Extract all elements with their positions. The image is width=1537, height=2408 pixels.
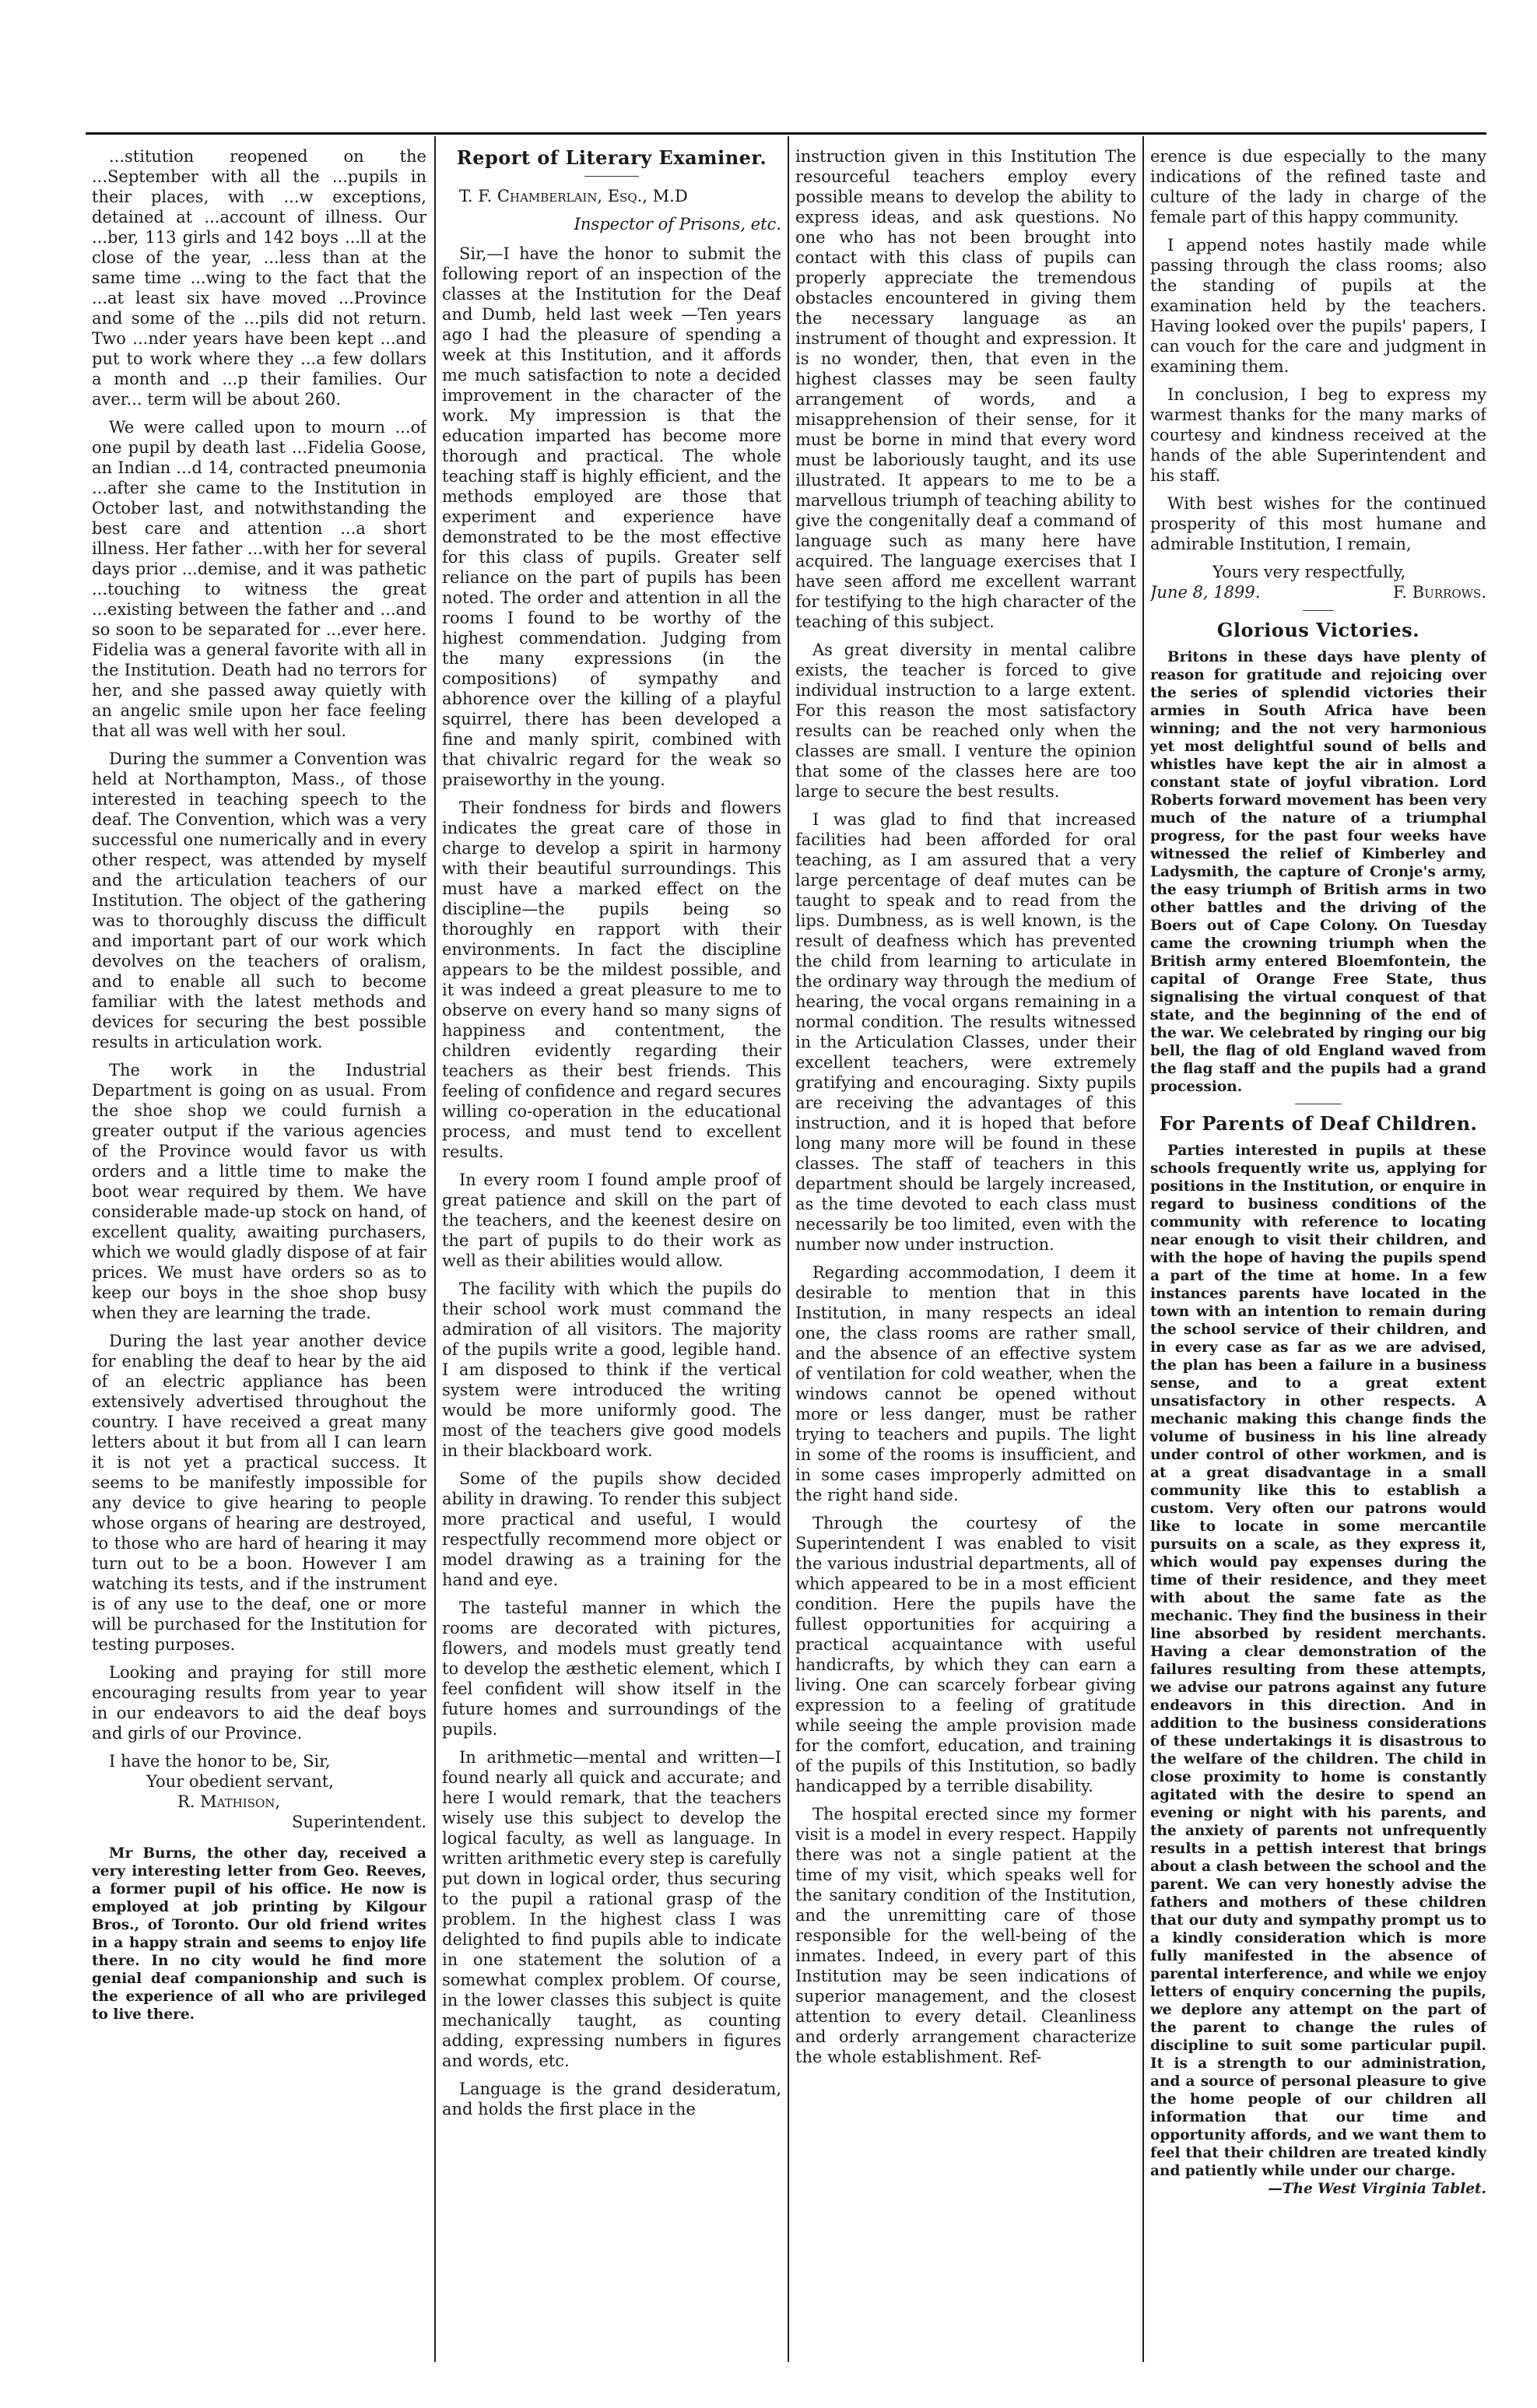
- paragraph: Looking and praying for still more encouraging results from year to year in our endeavors to aid the deaf boys and girls of our Province.: [92, 1663, 426, 1743]
- addressee-title: Inspector of Prisons, etc.: [574, 215, 781, 233]
- title-rule: [584, 176, 639, 177]
- paragraph: The tasteful manner in which the rooms are decorated with pictures, flowers, and models must greatly tend to develop the æsthetic element, which I feel confident will show itself in the future homes and surroundings of the pupils.: [442, 1599, 781, 1739]
- column-divider: [788, 136, 789, 2362]
- paragraph: During the last year another device for enabling the deaf to hear by the aid of an electric appliance has been extensively advertised throughout the country. I have received a great many letters about it but from all I can learn it is not yet a practical success. It seems to be manifestly impossible for any device to give hearing to people whose organs of hearing are destroyed, to those who are hard of hearing it may turn out to be a boon. However I am watching its tests, and if the instrument is of any use to the deaf, one or more will be purchased for the Institution for testing purposes.: [92, 1332, 426, 1654]
- section-rule: [1303, 610, 1334, 611]
- paragraph: I append notes hastily made while passing through the class rooms; also the standing of pupils at the examination held by the teachers. Having looked over the pupils' papers, I can vouch for the care and judgment in examining them.: [1150, 236, 1486, 376]
- source-credit: —The West Virginia Tablet.: [1268, 2181, 1486, 2197]
- paragraph: Their fondness for birds and flowers indicates the great care of those in charge to develop a spirit in harmony with their beautiful surroundings. This must have a marked effect on the discipline—the pupils being so thoroughly en rapport with their environments. In fact the discipline appears to be the mildest possible, and it was indeed a great pleasure to me to observe on every hand so many signs of happiness and contentment, the children evidently regarding their teachers as their best friends. This feeling of confidence and regard secures willing co-operation in the educational process, and must tend to excellent results.: [442, 799, 781, 1161]
- news-note: Mr Burns, the other day, received a very interesting letter from Geo. Reeves, a former pupil of his office. He now is employed at job printing by Kilgour Bros., of Toronto. Our old friend writes in a happy strain and seems to enjoy life there. In no city would he find more genial deaf companionship and such is the experience of all who are privileged to live there.: [92, 1845, 426, 2023]
- section-title: For Parents of Deaf Children.: [1159, 1112, 1478, 1135]
- paragraph: The hospital erected since my former visit is a model in every respect. Happily there was not a single patient at the time of my visit, which speaks well for the sanitary condition of the Institution, and the unremitting care of those responsible for the well-being of the inmates. Indeed, in every part of this Institution may be seen indications of superior management, and the closest attention to every detail. Cleanliness and orderly arrangement characterize the whole establishment. Ref-: [795, 1805, 1136, 2066]
- closing-line: Yours very respectfully,: [1212, 563, 1406, 581]
- paragraph: As great diversity in mental calibre exists, the teacher is forced to give individual instruction to a large extent. For this reason the most satisfactory results can be reached only when the classes are small. I venture the opinion that some of the classes here are too large to secure the best results.: [795, 641, 1136, 801]
- addressee: T. F. Chamberlain, Esq., M.D: [459, 187, 688, 205]
- column-4: [1150, 146, 1486, 2364]
- paragraph: The facility with which the pupils do their school work must command the admiration of all visitors. The majority of the pupils write a good, legible hand. I am disposed to think if the vertical system were introduced the writing would be more uniformly good. The most of the teachers give good models in their blackboard work.: [442, 1279, 781, 1460]
- article-title: Report of Literary Examiner.: [456, 146, 767, 169]
- closing-line: Your obedient servant,: [146, 1772, 334, 1791]
- paragraph: Sir,—I have the honor to submit the following report of an inspection of the classes at the Institution for the Deaf and Dumb, held last week —Ten years ago I had the pleasure of spending a week at this Institution, and it affords me much satisfaction to note a decided improvement in the character of the work. My impression is that the education imparted has become more thorough and practical. The whole teaching staff is highly efficient, and the methods employed are those that experiment and experience have demonstrated to be the most effective for this class of pupils. Greater self reliance on the part of pupils has been noted. The order and attention in all the rooms I found to be worthy of the highest commendation. Judging from the many expressions (in the compositions) of sympathy and abhorence over the killing of a playful squirrel, there has been developed a fine and manly spirit, combined with that chivalric regard for the weak so praiseworthy in the young.: [442, 244, 781, 789]
- paragraph: We were called upon to mourn ...of one pupil by death last ...Fidelia Goose, an Indian ...d 14, contracted pneumonia ...after she came to the Institution in October last, and notwithstanding the best care and attention ...a short illness. Her father ...with her for several days prior ...demise, and it was pathetic ...touching to witness the great ...existing between the father and ...and so soon to be separated for ...ever here. Fidelia was a general favorite with all in the Institution. Death had no terrors for her, and she passed away quietly with an angelic smile upon her face feeling that all was well with her soul.: [92, 418, 426, 740]
- paragraph: I was glad to find that increased facilities had been afforded for oral teaching, as I am assured that a very large percentage of deaf mutes can be taught to speak and to read from the lips. Dumbness, as is well known, is the result of deafness which has prevented the child from learning to articulate in the ordinary way through the medium of hearing, the vocal organs remaining in a normal condition. The results witnessed in the Articulation Classes, under their excellent teachers, were extremely gratifying and encouraging. Sixty pupils are receiving the advantages of this instruction, and it is hoped that before long many more will be found in these classes. The staff of teachers in this department should be largely increased, as the time devoted to each class must necessarily be too limited, even with the number now under instruction.: [795, 810, 1136, 1254]
- paragraph: In arithmetic—mental and written—I found nearly all quick and accurate; and here I would remark, that the teachers wisely use this subject to develop the logical faculty, as well as language. In written arithmetic every step is carefully put down in logical order, thus securing to the pupil a rational grasp of the problem. In the highest class I was delighted to find pupils able to indicate in one statement the solution of a somewhat complex problem. Of course, in the lower classes this subject is quite mechanically taught, as counting adding, expressing numbers in figures and words, etc.: [442, 1748, 781, 2070]
- column-1: [92, 146, 426, 2364]
- news-item: Britons in these days have plenty of reason for gratitude and rejoicing over the series of splendid victories their armies in South Africa have been winning; and the not very harmonious yet most delightful sound of bells and whistles have kept the air in almost a constant state of joyful vibration. Lord Roberts forward movement has been very much of the nature of a triumphal progress, for the past four weeks have witnessed the relief of Kimberley and Ladysmith, the capture of Cronje's army, the easy triumph of British arms in two other battles and the driving of the Boers out of Cape Colony. On Tuesday came the crowning triumph when the British army entered Bloemfontein, the capital of Orange Free State, thus signalising the virtual conquest of that state, and the beginning of the end of the war. We celebrated by ringing our big bell, the flag of old England waved from the flag staff and the pupils had a grand procession.: [1150, 649, 1486, 1095]
- signature: R. Mathison,: [177, 1792, 281, 1811]
- paragraph: ...stitution reopened on the ...September with all the ...pupils in their places, with ...w exceptions, detained at ...account of illness. Our ...ber, 113 girls and 142 boys ...ll at the close of the year, ...less than at the same time ...wing to the fact that the ...at least six have moved ...Province and some of the ...pils did not return. Two ...nder years have been kept ...and put to work where they ...a few dollars a month and ...p their families. Our aver... term will be about 260.: [92, 147, 426, 409]
- closing-line: I have the honor to be, Sir,: [109, 1752, 331, 1771]
- newspaper-page: [86, 132, 1486, 2374]
- column-3: [795, 146, 1136, 2364]
- column-divider: [1142, 136, 1144, 2362]
- paragraph: The work in the Industrial Department is going on as usual. From the shoe shop we could furnish a greater output if the various agencies of the Province would favor us with orders and a little time to make the boot wear required by them. We have considerable made-up stock on hand, of excellent quality, awaiting purchasers, which we would gladly dispose of at fair prices. We must have orders so as to keep our boys in the shoe shop busy when they are learning the trade.: [92, 1061, 426, 1322]
- paragraph: Some of the pupils show decided ability in drawing. To render this subject more practical and useful, I would respectfully recommend more object or model drawing as a training for the hand and eye.: [442, 1469, 781, 1589]
- section-title: Glorious Victories.: [1216, 619, 1420, 641]
- news-item: Parties interested in pupils at these schools frequently write us, applying for positions in the Institution, or enquire in regard to business conditions of the community with reference to locating near enough to visit their children, and with the hope of having the pupils spend a part of the time at home. In a few instances parents have located in the town with an intention to remain during the school service of their children, and in every case as far as we are advised, the plan has been a failure in a business sense, and to a great extent unsatisfactory in other respects. A mechanic making this change finds the volume of business in his line already under control of other workmen, and is at a great disadvantage in a small community like this to establish a custom. Very often our patrons would like to locate in some mercantile pursuits on a scale, as they express it, which would pay expenses during the time of their residence, and they meet with about the same fate as the mechanic. They find the business in their line absorbed by resident merchants. Having a clear demonstration of the failures resulting from these attempts, we advise our patrons against any future endeavors in this direction. And in addition to the business considerations of these undertakings it is disastrous to the welfare of the children. The child in close proximity to home is constantly agitated with the desire to spend an evening or night with his parents, and the anxiety of parents not unfrequently results in a pettish interest that brings about a clash between the school and the parent. We can very honestly advise the fathers and mothers of these children that our duty and sympathy prompt us to a kindly consideration which is more fully manifested in the absence of parental interference, and while we enjoy letters of enquiry concerning the pupils, we deplore any attempt on the part of the parent to change the rules of discipline to suit some particular pupil. It is a strength to our administration, and a source of personal pleasure to give the home people of our children all information that our time and opportunity affords, and we want them to feel that their children are treated kindly and patiently while under our charge.: [1150, 1143, 1486, 2179]
- paragraph: During the summer a Convention was held at Northampton, Mass., of those interested in teaching speech to the deaf. The Convention, which was a very successful one numerically and in every other respect, was attended by myself and the articulation teachers of our Institution. The object of the gathering was to thoroughly discuss the difficult and important part of our work which devolves on the teachers of oralism, and to enable all such to become familiar with the latest methods and devices for securing the best possible results in articulation work.: [92, 749, 426, 1051]
- letter-date: June 8, 1899.: [1150, 583, 1261, 602]
- paragraph: In conclusion, I beg to express my warmest thanks for the many marks of courtesy and kindness received at the hands of the able Superintendent and his staff.: [1150, 385, 1486, 485]
- paragraph: In every room I found ample proof of great patience and skill on the part of the teachers, and the keenest desire on the part of pupils to do their work as well as their abilities would allow.: [442, 1171, 781, 1270]
- signature-title: Superintendent.: [292, 1813, 426, 1831]
- dateline: [1150, 582, 1486, 602]
- paragraph: Regarding accommodation, I deem it desirable to mention that in this Institution, in many respects an ideal one, the class rooms are rather small, and the absence of an effective system of ventilation for cold weather, when the windows cannot be opened without more or less danger, must be rather trying to teachers and pupils. The light in some of the rooms is insufficient, and in some cases improperly admitted on the right hand side.: [795, 1263, 1136, 1504]
- signature: F. Burrows.: [1393, 583, 1486, 602]
- paragraph: Through the courtesy of the Superintendent I was enabled to visit the various industrial departments, all of which appeared to be in a most efficient condition. Here the pupils have the fullest opportunities for acquiring a practical acquaintance with useful handicrafts, by which they can earn a living. One can scarcely forbear giving expression to a feeling of gratitude while seeing the ample provision made for the comfort, education, and training of the pupils of this Institution, so badly handicapped by a terrible disability.: [795, 1514, 1136, 1795]
- column-2: [442, 146, 781, 2364]
- paragraph: With best wishes for the continued prosperity of this most humane and admirable Institution, I remain,: [1150, 494, 1486, 553]
- paragraph: erence is due especially to the many indications of the refined taste and culture of the lady in charge of the female part of this happy community.: [1150, 147, 1486, 226]
- column-divider: [434, 136, 436, 2362]
- paragraph: Language is the grand desideratum, and holds the first place in the: [442, 2080, 781, 2118]
- paragraph: instruction given in this Institution The resourceful teachers employ every possible means to develop the ability to express ideas, and ask questions. No one who has not been brought into contact with this class of pupils can properly appreciate the tremendous obstacles encountered in giving them the necessary language as an instrument of thought and expression. It is no wonder, then, that even in the highest classes may be seen faulty arrangement of words, and a misapprehension of their sense, for it must be borne in mind that every word must be laboriously taught, and its use illustrated. It appears to me to be a marvellous triumph of teaching ability to give the congenitally deaf a command of language such as many here have acquired. The language exercises that I have seen afford me excellent warrant for testifying to the high character of the teaching of this subject.: [795, 147, 1136, 631]
- top-rule: [86, 132, 1486, 135]
